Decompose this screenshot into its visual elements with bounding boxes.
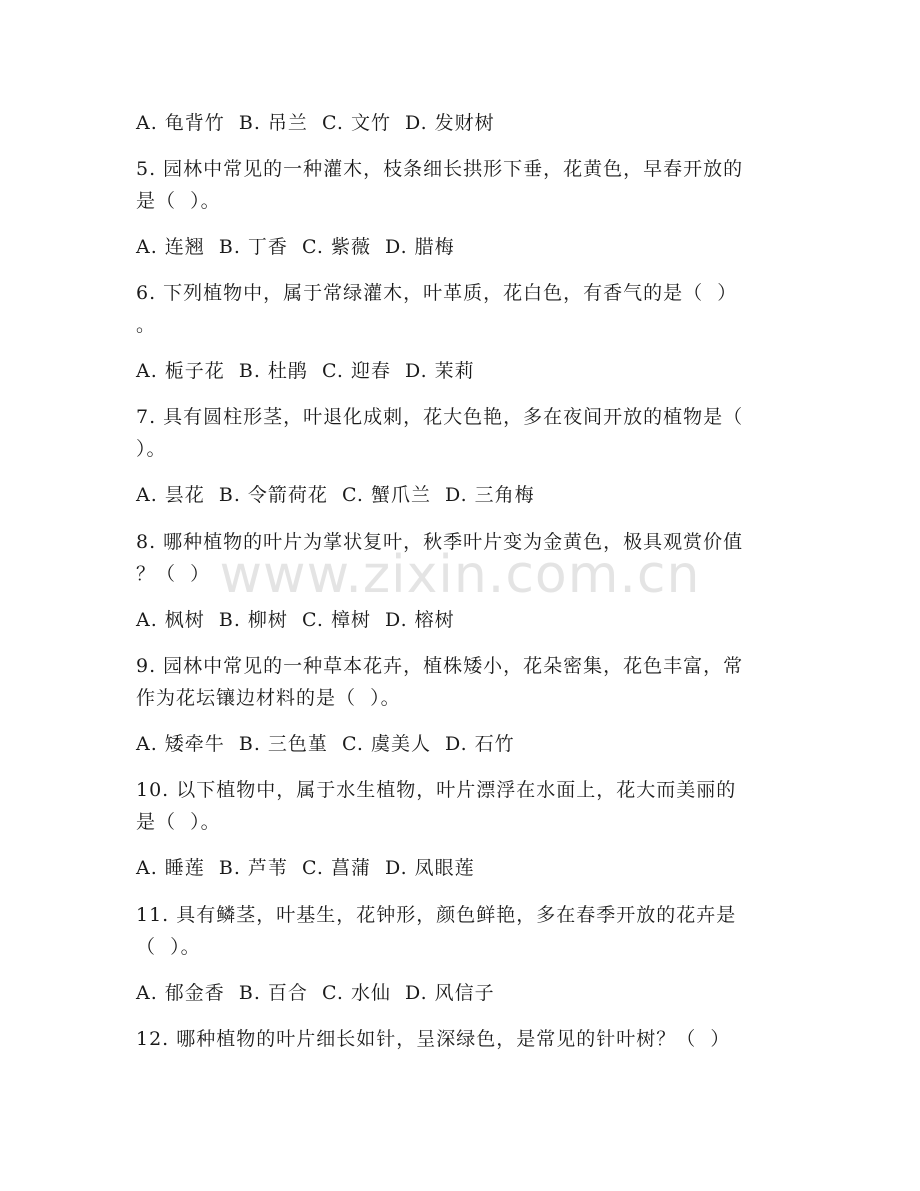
question-10-text-line-2: 是（ ）。 bbox=[136, 811, 221, 833]
question-11-text-line-1: 11. 具有鳞茎，叶基生，花钟形，颜色鲜艳，多在春季开放的花卉是 bbox=[136, 904, 737, 926]
question-10-options: A. 睡莲 B. 芦苇 C. 菖蒲 D. 凤眼莲 bbox=[136, 857, 475, 879]
question-9-text-line-2: 作为花坛镶边材料的是（ ）。 bbox=[136, 687, 401, 709]
question-5-options: A. 连翘 B. 丁香 C. 紫薇 D. 腊梅 bbox=[136, 236, 455, 258]
question-6-options: A. 栀子花 B. 杜鹃 C. 迎春 D. 茉莉 bbox=[136, 360, 475, 382]
question-6-text-line-2: 。 bbox=[136, 314, 157, 336]
question-6-text-line-1: 6. 下列植物中，属于常绿灌木，叶革质，花白色，有香气的是（ ） bbox=[136, 282, 738, 304]
question-7-options: A. 昙花 B. 令箭荷花 C. 蟹爪兰 D. 三角梅 bbox=[136, 484, 535, 506]
watermark-text: www.zixin.com.cn bbox=[219, 545, 701, 605]
question-5-text-line-2: 是（ ）。 bbox=[136, 190, 221, 212]
question-11-text-line-2: （ ）。 bbox=[136, 936, 201, 958]
question-11-options: A. 郁金香 B. 百合 C. 水仙 D. 风信子 bbox=[136, 982, 495, 1004]
question-12-text-line-1: 12. 哪种植物的叶片细长如针，呈深绿色，是常见的针叶树？（ ） bbox=[136, 1028, 731, 1050]
question-9-options: A. 矮牵牛 B. 三色堇 C. 虞美人 D. 石竹 bbox=[136, 733, 515, 755]
question-4-options: A. 龟背竹 B. 吊兰 C. 文竹 D. 发财树 bbox=[136, 112, 495, 134]
question-7-text-line-1: 7. 具有圆柱形茎，叶退化成刺，花大色艳，多在夜间开放的植物是（ bbox=[136, 406, 744, 428]
question-8-text-line-2: ？（ ） bbox=[136, 563, 211, 585]
question-10-text-line-1: 10. 以下植物中，属于水生植物，叶片漂浮在水面上，花大而美丽的 bbox=[136, 779, 737, 801]
question-7-text-line-2: ）。 bbox=[136, 438, 167, 460]
question-5-text-line-1: 5. 园林中常见的一种灌木，枝条细长拱形下垂，花黄色，早春开放的 bbox=[136, 158, 744, 180]
question-8-options: A. 枫树 B. 柳树 C. 樟树 D. 榕树 bbox=[136, 609, 455, 631]
question-9-text-line-1: 9. 园林中常见的一种草本花卉，植株矮小，花朵密集，花色丰富，常 bbox=[136, 655, 744, 677]
question-8-text-line-1: 8. 哪种植物的叶片为掌状复叶，秋季叶片变为金黄色，极具观赏价值 bbox=[136, 531, 744, 553]
